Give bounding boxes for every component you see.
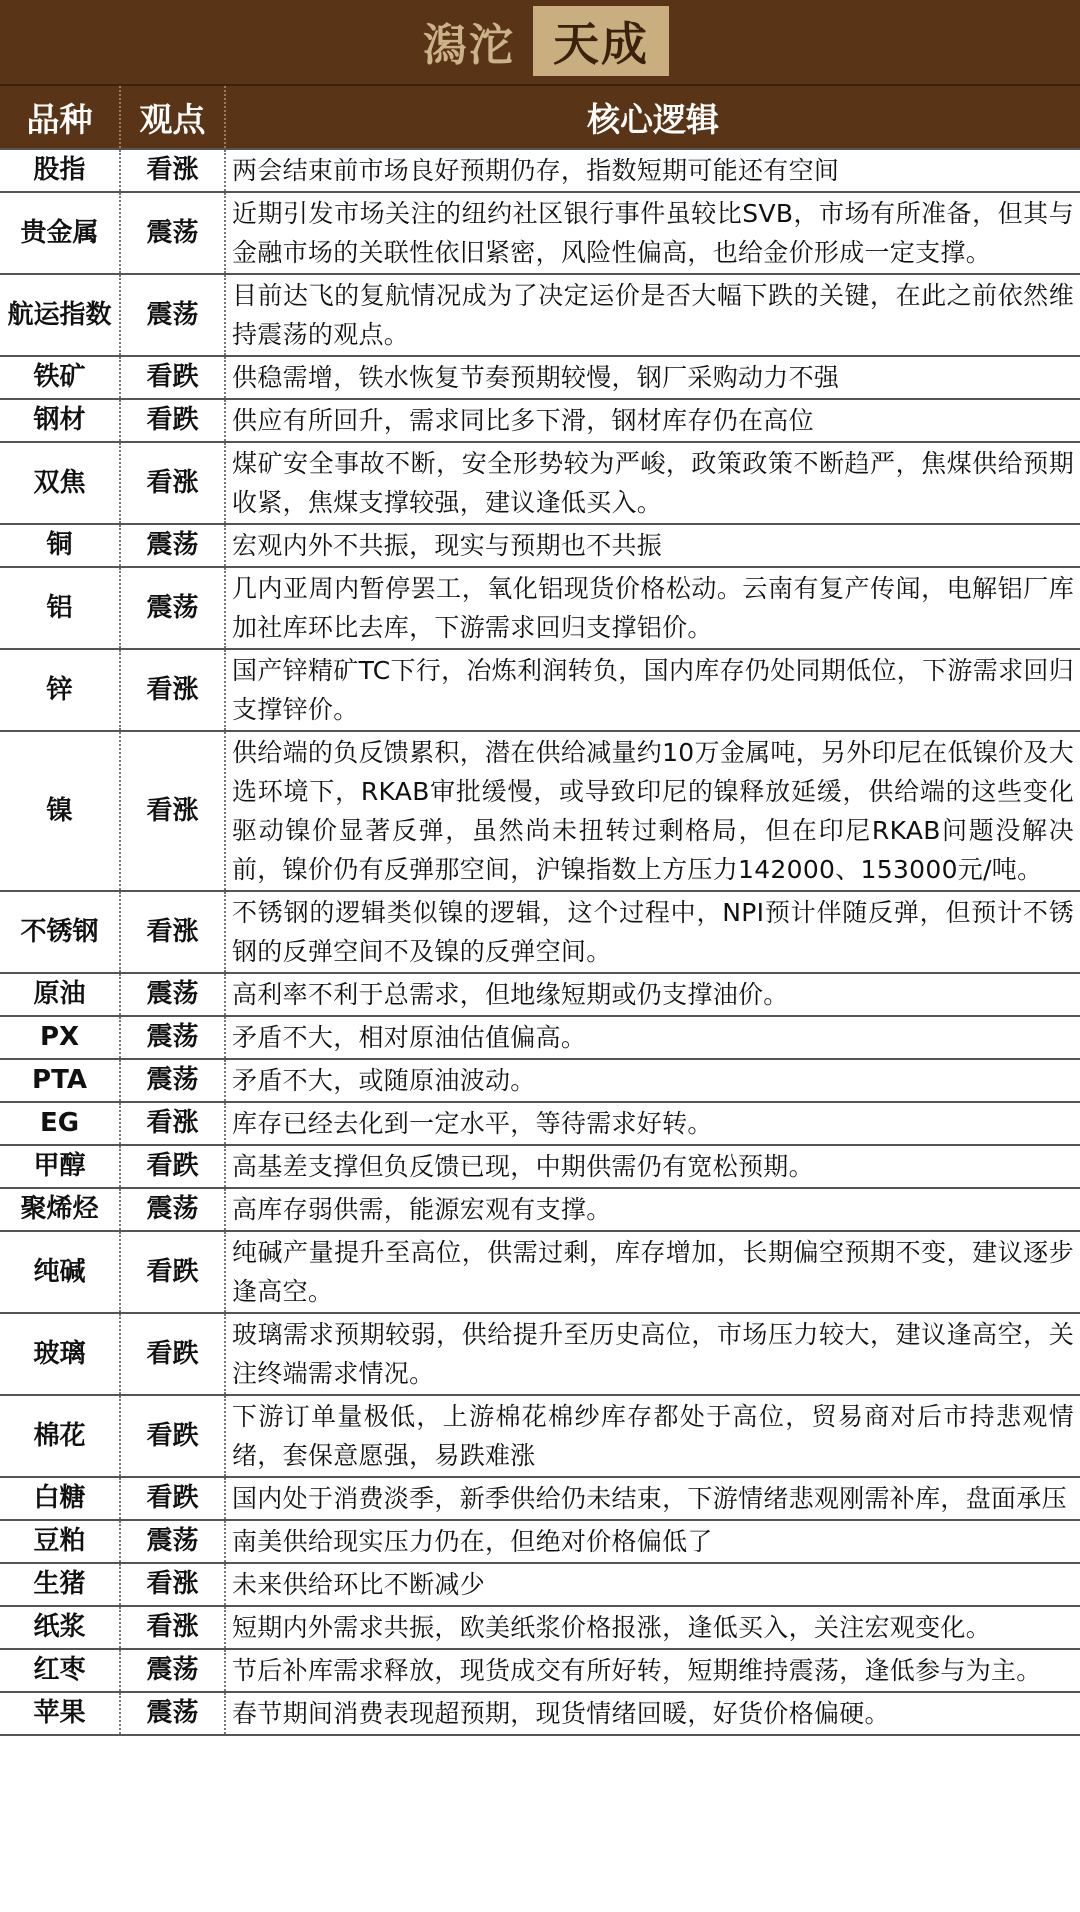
- view-cell: 看涨: [120, 731, 225, 891]
- logic-cell: 国产锌精矿TC下行，冶炼利润转负，国内库存仍处同期低位，下游需求回归支撑锌价。: [225, 649, 1080, 731]
- variety-cell: 股指: [0, 149, 120, 192]
- logic-cell: 高库存弱供需，能源宏观有支撑。: [225, 1188, 1080, 1231]
- table-row: [0, 1395, 1080, 1477]
- view-cell: 看涨: [120, 1563, 225, 1606]
- variety-cell: 苹果: [0, 1692, 120, 1735]
- table-row: [0, 442, 1080, 524]
- view-cell: 震荡: [120, 524, 225, 567]
- variety-cell: 棉花: [0, 1395, 120, 1477]
- logo-text-right: 天成: [533, 6, 669, 76]
- variety-cell: 锌: [0, 649, 120, 731]
- variety-cell: 镍: [0, 731, 120, 891]
- view-cell: 看跌: [120, 1395, 225, 1477]
- table-row: [0, 1520, 1080, 1563]
- logic-cell: 高基差支撑但负反馈已现，中期供需仍有宽松预期。: [225, 1145, 1080, 1188]
- view-cell: 看跌: [120, 1231, 225, 1313]
- table-row: [0, 1016, 1080, 1059]
- variety-cell: PX: [0, 1016, 120, 1059]
- variety-cell: 铝: [0, 567, 120, 649]
- table-row: [0, 731, 1080, 891]
- logic-cell: 春节期间消费表现超预期，现货情绪回暖，好货价格偏硬。: [225, 1692, 1080, 1735]
- logic-cell: 下游订单量极低，上游棉花棉纱库存都处于高位，贸易商对后市持悲观情绪，套保意愿强，易跌难涨: [225, 1395, 1080, 1477]
- view-cell: 看跌: [120, 399, 225, 442]
- logic-cell: 不锈钢的逻辑类似镍的逻辑，这个过程中，NPI预计伴随反弹，但预计不锈钢的反弹空间不及镍的反弹空间。: [225, 891, 1080, 973]
- table-row: [0, 1313, 1080, 1395]
- view-cell: 震荡: [120, 1520, 225, 1563]
- logic-cell: 南美供给现实压力仍在，但绝对价格偏低了: [225, 1520, 1080, 1563]
- table-row: [0, 1477, 1080, 1520]
- variety-cell: 纯碱: [0, 1231, 120, 1313]
- view-cell: 看涨: [120, 891, 225, 973]
- logo-bar: [0, 0, 1080, 86]
- table-row: [0, 1231, 1080, 1313]
- variety-cell: 玻璃: [0, 1313, 120, 1395]
- table-row: [0, 1563, 1080, 1606]
- variety-cell: 原油: [0, 973, 120, 1016]
- view-cell: 看跌: [120, 1313, 225, 1395]
- logo-text-left: 潟沱: [423, 20, 515, 71]
- variety-cell: 白糖: [0, 1477, 120, 1520]
- logic-cell: 近期引发市场关注的纽约社区银行事件虽较比SVB，市场有所准备，但其与金融市场的关联性依旧紧密，风险性偏高，也给金价形成一定支撑。: [225, 192, 1080, 274]
- variety-cell: 纸浆: [0, 1606, 120, 1649]
- logic-cell: 库存已经去化到一定水平，等待需求好转。: [225, 1102, 1080, 1145]
- logic-cell: 矛盾不大，相对原油估值偏高。: [225, 1016, 1080, 1059]
- logic-cell: 矛盾不大，或随原油波动。: [225, 1059, 1080, 1102]
- view-cell: 看跌: [120, 356, 225, 399]
- table-row: [0, 274, 1080, 356]
- table-row: [0, 1692, 1080, 1735]
- view-cell: 看涨: [120, 442, 225, 524]
- view-cell: 看涨: [120, 649, 225, 731]
- table-row: [0, 1059, 1080, 1102]
- view-cell: 震荡: [120, 1016, 225, 1059]
- header-variety: 品种: [0, 86, 120, 149]
- view-cell: 看跌: [120, 1145, 225, 1188]
- variety-cell: 钢材: [0, 399, 120, 442]
- table-header-row: [0, 86, 1080, 149]
- strategy-table: [0, 86, 1080, 1736]
- view-cell: 看涨: [120, 1102, 225, 1145]
- table-row: [0, 149, 1080, 192]
- logic-cell: 国内处于消费淡季，新季供给仍未结束，下游情绪悲观刚需补库，盘面承压: [225, 1477, 1080, 1520]
- view-cell: 震荡: [120, 1649, 225, 1692]
- view-cell: 看涨: [120, 1606, 225, 1649]
- table-row: [0, 1606, 1080, 1649]
- variety-cell: PTA: [0, 1059, 120, 1102]
- logic-cell: 纯碱产量提升至高位，供需过剩，库存增加，长期偏空预期不变，建议逐步逢高空。: [225, 1231, 1080, 1313]
- logic-cell: 节后补库需求释放，现货成交有所好转，短期维持震荡，逢低参与为主。: [225, 1649, 1080, 1692]
- variety-cell: 甲醇: [0, 1145, 120, 1188]
- table-body: [0, 149, 1080, 1735]
- table-row: [0, 1649, 1080, 1692]
- table-row: [0, 524, 1080, 567]
- variety-cell: 贵金属: [0, 192, 120, 274]
- view-cell: 震荡: [120, 567, 225, 649]
- table-row: [0, 891, 1080, 973]
- view-cell: 看跌: [120, 1477, 225, 1520]
- view-cell: 震荡: [120, 192, 225, 274]
- logic-cell: 宏观内外不共振，现实与预期也不共振: [225, 524, 1080, 567]
- table-row: [0, 567, 1080, 649]
- brand-logo: [405, 2, 675, 80]
- logic-cell: 供稳需增，铁水恢复节奏预期较慢，钢厂采购动力不强: [225, 356, 1080, 399]
- header-view: 观点: [120, 86, 225, 149]
- logic-cell: 目前达飞的复航情况成为了决定运价是否大幅下跌的关键，在此之前依然维持震荡的观点。: [225, 274, 1080, 356]
- logic-cell: 高利率不利于总需求，但地缘短期或仍支撑油价。: [225, 973, 1080, 1016]
- table-row: [0, 649, 1080, 731]
- variety-cell: 生猪: [0, 1563, 120, 1606]
- logic-cell: 短期内外需求共振，欧美纸浆价格报涨，逢低买入，关注宏观变化。: [225, 1606, 1080, 1649]
- view-cell: 震荡: [120, 1692, 225, 1735]
- variety-cell: 铜: [0, 524, 120, 567]
- variety-cell: 聚烯烃: [0, 1188, 120, 1231]
- view-cell: 看涨: [120, 149, 225, 192]
- table-row: [0, 1102, 1080, 1145]
- table-row: [0, 399, 1080, 442]
- table-row: [0, 1145, 1080, 1188]
- logic-cell: 煤矿安全事故不断，安全形势较为严峻，政策政策不断趋严，焦煤供给预期收紧，焦煤支撑较强，建议逢低买入。: [225, 442, 1080, 524]
- variety-cell: 红枣: [0, 1649, 120, 1692]
- table-row: [0, 356, 1080, 399]
- header-logic: 核心逻辑: [225, 86, 1080, 149]
- variety-cell: 豆粕: [0, 1520, 120, 1563]
- view-cell: 震荡: [120, 274, 225, 356]
- variety-cell: 航运指数: [0, 274, 120, 356]
- logic-cell: 玻璃需求预期较弱，供给提升至历史高位，市场压力较大，建议逢高空，关注终端需求情况。: [225, 1313, 1080, 1395]
- view-cell: 震荡: [120, 1188, 225, 1231]
- logic-cell: 供应有所回升，需求同比多下滑，钢材库存仍在高位: [225, 399, 1080, 442]
- view-cell: 震荡: [120, 1059, 225, 1102]
- table-row: [0, 1188, 1080, 1231]
- logic-cell: 几内亚周内暂停罢工，氧化铝现货价格松动。云南有复产传闻，电解铝厂库加社库环比去库，下游需求回归支撑铝价。: [225, 567, 1080, 649]
- logic-cell: 两会结束前市场良好预期仍存，指数短期可能还有空间: [225, 149, 1080, 192]
- logic-cell: 供给端的负反馈累积，潜在供给减量约10万金属吨，另外印尼在低镍价及大选环境下，RKAB审批缓慢，或导致印尼的镍释放延缓，供给端的这些变化驱动镍价显著反弹，虽然尚未扭转过剩格局，但在印尼RKAB问题没解决前，镍价仍有反弹那空间，沪镍指数上方压力142000、153000元/吨。: [225, 731, 1080, 891]
- variety-cell: EG: [0, 1102, 120, 1145]
- variety-cell: 铁矿: [0, 356, 120, 399]
- view-cell: 震荡: [120, 973, 225, 1016]
- variety-cell: 双焦: [0, 442, 120, 524]
- table-row: [0, 973, 1080, 1016]
- logic-cell: 未来供给环比不断减少: [225, 1563, 1080, 1606]
- variety-cell: 不锈钢: [0, 891, 120, 973]
- table-row: [0, 192, 1080, 274]
